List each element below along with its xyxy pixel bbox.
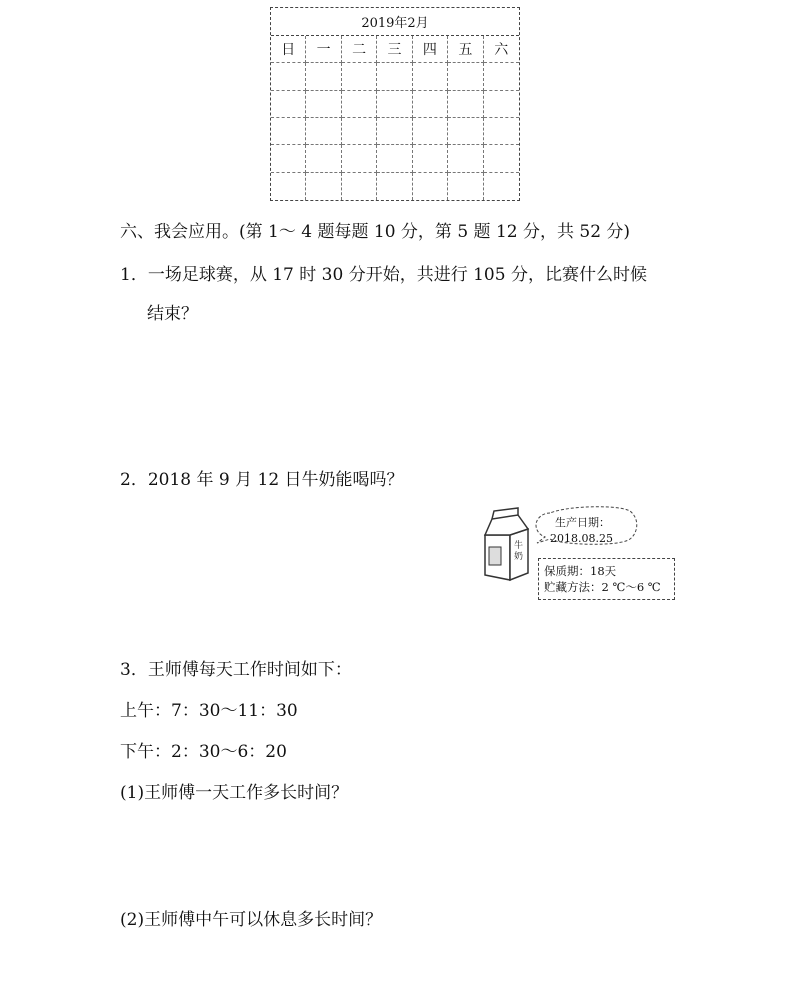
calendar-day-cell xyxy=(377,173,412,200)
calendar-table xyxy=(270,7,520,201)
calendar-day-cell xyxy=(342,173,377,200)
calendar-grid xyxy=(271,36,519,200)
milk-info-box xyxy=(538,558,675,600)
calendar-day-cell xyxy=(342,63,377,90)
question-3-intro: 3．王师傅每天工作时间如下： xyxy=(120,660,352,680)
calendar-weekday-header: 五 xyxy=(448,36,483,63)
calendar-day-cell xyxy=(271,91,306,118)
calendar-day-cell xyxy=(413,118,448,145)
calendar-day-cell xyxy=(413,63,448,90)
calendar-day-cell xyxy=(306,91,341,118)
calendar-day-cell xyxy=(271,63,306,90)
calendar-day-cell xyxy=(448,145,483,172)
calendar-weekday-header: 二 xyxy=(342,36,377,63)
calendar-weekday-header: 六 xyxy=(484,36,519,63)
shelf-life-text: 保质期：18天 xyxy=(544,564,617,578)
calendar-day-cell xyxy=(342,91,377,118)
carton-window xyxy=(489,547,501,565)
calendar-day-cell xyxy=(377,63,412,90)
calendar-day-cell xyxy=(306,63,341,90)
calendar-day-cell xyxy=(448,63,483,90)
bubble-line-1: 生产日期： xyxy=(555,516,610,529)
calendar-day-cell xyxy=(448,118,483,145)
bubble-line-2: 2018.08.25 xyxy=(550,532,613,545)
calendar-day-cell xyxy=(271,118,306,145)
calendar-day-cell xyxy=(306,173,341,200)
question-3-morning: 上午：7：30～11：30 xyxy=(120,701,298,721)
calendar-day-cell xyxy=(413,91,448,118)
calendar-day-cell xyxy=(484,63,519,90)
calendar-day-cell xyxy=(484,145,519,172)
storage-method-text: 贮藏方法：2 ℃～6 ℃ xyxy=(544,580,661,594)
question-3-sub-1: (1)王师傅一天工作多长时间？ xyxy=(120,783,349,803)
question-3-sub-2: (2)王师傅中午可以休息多长时间？ xyxy=(120,910,383,930)
calendar-day-cell xyxy=(484,118,519,145)
calendar-day-cell xyxy=(484,173,519,200)
calendar-day-cell xyxy=(306,145,341,172)
calendar-day-cell xyxy=(448,173,483,200)
calendar-weekday-header: 日 xyxy=(271,36,306,63)
calendar-day-cell xyxy=(448,91,483,118)
section-heading: 六、我会应用。(第 1～ 4 题每题 10 分，第 5 题 12 分，共 52 分) xyxy=(120,222,631,242)
carton-label-top: 牛 xyxy=(514,541,524,551)
carton-label-bottom: 奶 xyxy=(514,552,524,562)
calendar-day-cell xyxy=(413,173,448,200)
calendar-day-cell xyxy=(271,145,306,172)
calendar-day-cell xyxy=(342,118,377,145)
calendar-weekday-header: 四 xyxy=(413,36,448,63)
calendar-day-cell xyxy=(377,91,412,118)
calendar-day-cell xyxy=(484,91,519,118)
question-2-text: 2．2018 年 9 月 12 日牛奶能喝吗？ xyxy=(120,470,404,490)
calendar-day-cell xyxy=(342,145,377,172)
calendar-day-cell xyxy=(271,173,306,200)
calendar-weekday-header: 一 xyxy=(306,36,341,63)
calendar-day-cell xyxy=(377,145,412,172)
calendar-day-cell xyxy=(377,118,412,145)
question-3-afternoon: 下午：2：30～6：20 xyxy=(120,742,287,762)
calendar-title: 2019年2月 xyxy=(271,8,519,36)
calendar-day-cell xyxy=(413,145,448,172)
question-1-line-2: 结束？ xyxy=(147,304,198,324)
calendar-day-cell xyxy=(306,118,341,145)
question-1-line-1: 1．一场足球赛，从 17 时 30 分开始，共进行 105 分，比赛什么时候 xyxy=(120,265,647,285)
calendar-weekday-header: 三 xyxy=(377,36,412,63)
